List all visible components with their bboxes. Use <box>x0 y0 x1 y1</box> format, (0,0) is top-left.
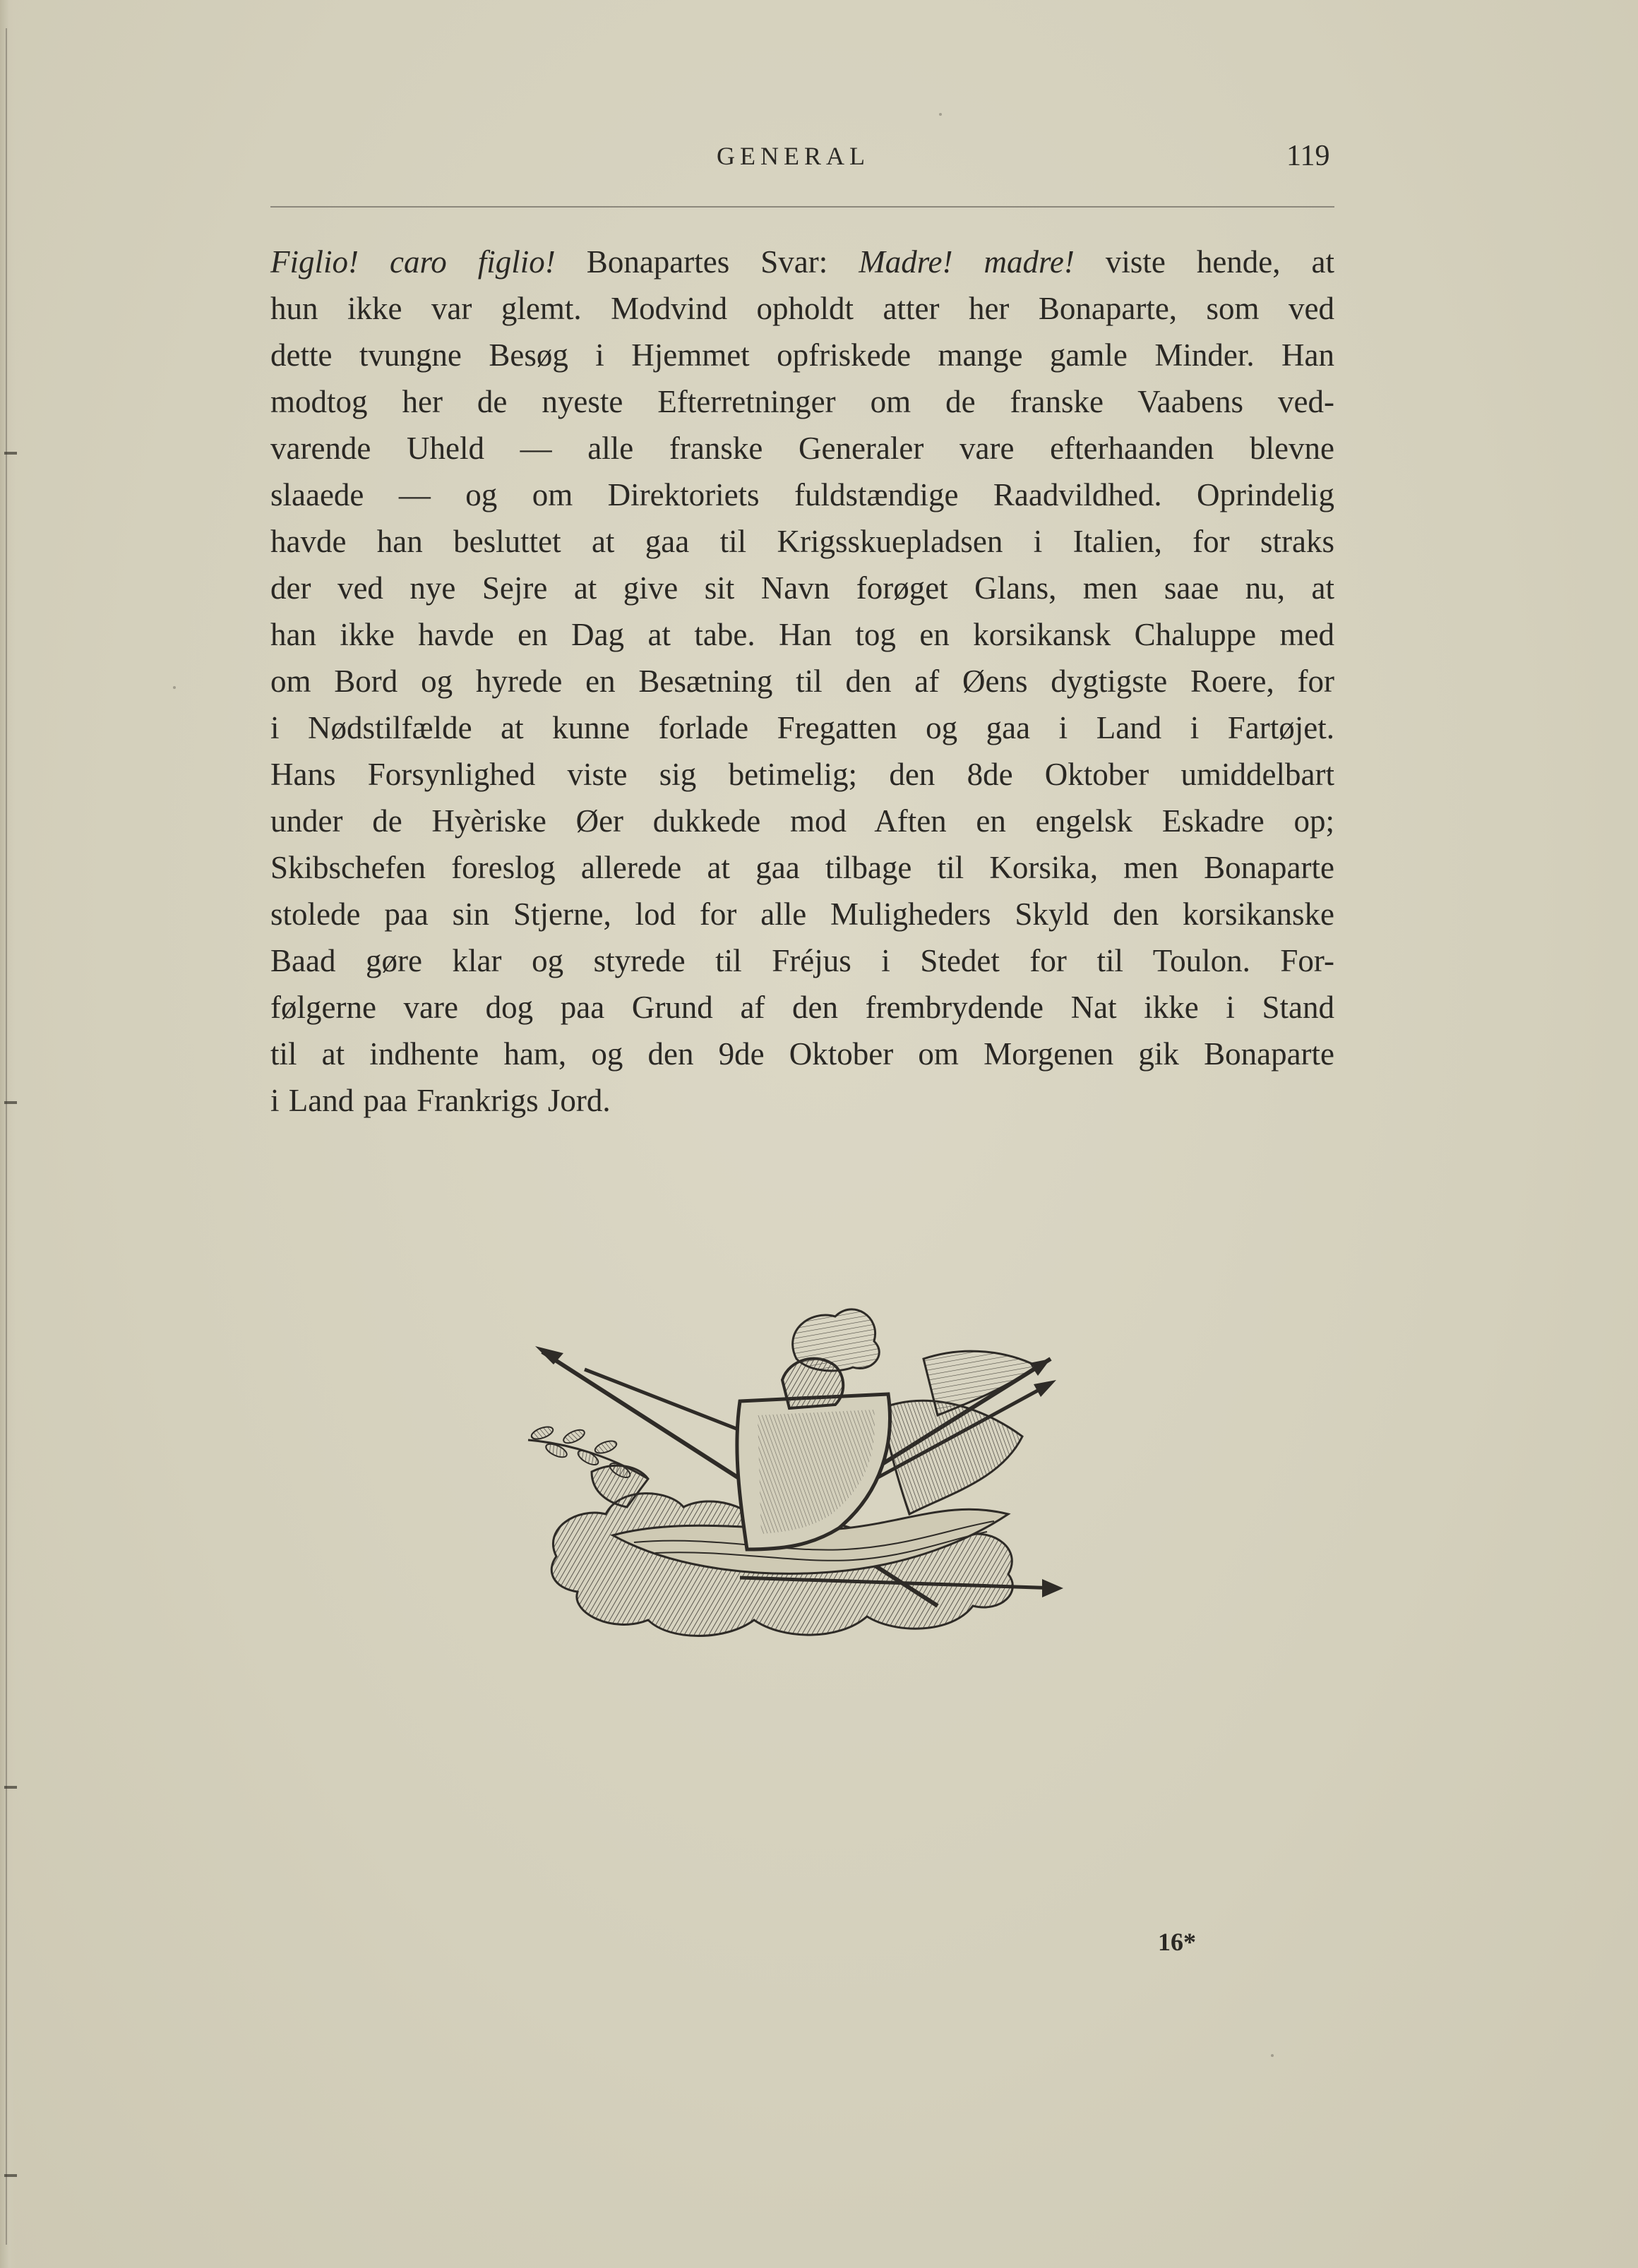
page-binding-edge <box>0 0 16 2268</box>
text-run: viste hende, at <box>1074 244 1334 280</box>
trophy-vignette-illustration <box>514 1302 1065 1648</box>
text-line: følgerne vare dog paa Grund af den frembrydende Nat ikke i Stand <box>270 990 1334 1025</box>
text-line: varende Uheld — alle franske Generaler vare efterhaanden blevne <box>270 431 1334 466</box>
text-line: havde han besluttet at gaa til Krigsskuepladsen i Italien, for straks <box>270 524 1334 559</box>
signature-mark: 16* <box>1158 1928 1196 1956</box>
text-line: Hans Forsynlighed viste sig betimelig; den 8de Oktober umiddelbart <box>270 757 1334 792</box>
text-line: han ikke havde en Dag at tabe. Han tog en korsikansk Chaluppe med <box>270 617 1334 652</box>
text-line: i Land paa Frankrigs Jord. <box>270 1083 611 1118</box>
text-line: Skibschefen foreslog allerede at gaa tilbage til Korsika, men Bonaparte <box>270 850 1334 885</box>
binding-mark <box>4 452 17 455</box>
text-line: stolede paa sin Stjerne, lod for alle Muligheders Skyld den korsikanske <box>270 896 1334 932</box>
binding-mark <box>4 2174 17 2177</box>
spear-tip <box>1034 1380 1056 1397</box>
text-line: Baad gøre klar og styrede til Fréjus i Stedet for til Toulon. For- <box>270 943 1334 978</box>
body-paragraph <box>270 239 1334 1124</box>
helmet-plume <box>793 1309 880 1371</box>
header-rule <box>270 206 1334 208</box>
paper-speck <box>173 686 176 689</box>
page-number: 119 <box>1286 140 1330 172</box>
flag <box>881 1400 1022 1514</box>
text-run: Bonapartes Svar: <box>555 244 859 280</box>
binding-mark <box>4 1101 17 1104</box>
binding-mark <box>4 1786 17 1789</box>
text-line <box>270 239 1334 285</box>
spear-tip <box>1042 1579 1063 1597</box>
flag <box>923 1351 1036 1415</box>
running-title: GENERAL <box>717 142 870 170</box>
text-line: i Nødstilfælde at kunne forlade Fregatten og gaa i Land i Fartøjet. <box>270 710 1334 745</box>
paper-speck <box>939 113 942 116</box>
running-head <box>0 138 1638 181</box>
italic-quote: Madre! madre! <box>859 244 1075 280</box>
italic-quote: Figlio! caro figlio! <box>270 244 556 280</box>
text-line: dette tvungne Besøg i Hjemmet opfriskede mange gamle Minder. Han <box>270 337 1334 373</box>
text-line: slaaede — og om Direktoriets fuldstændige Raadvildhed. Oprindelig <box>270 477 1334 512</box>
text-line: der ved nye Sejre at give sit Navn forøget Glans, men saae nu, at <box>270 570 1334 606</box>
text-line: under de Hyèriske Øer dukkede mod Aften en engelsk Eskadre op; <box>270 803 1334 839</box>
paper-speck <box>1271 2054 1274 2057</box>
binding-line <box>6 28 7 2245</box>
text-line: modtog her de nyeste Efterretninger om de franske Vaabens ved- <box>270 384 1334 419</box>
text-line: til at indhente ham, og den 9de Oktober om Morgenen gik Bonaparte <box>270 1036 1334 1072</box>
text-line: om Bord og hyrede en Besætning til den af Øens dygtigste Roere, for <box>270 664 1334 699</box>
text-line: hun ikke var glemt. Modvind opholdt atter her Bonaparte, som ved <box>270 291 1334 326</box>
